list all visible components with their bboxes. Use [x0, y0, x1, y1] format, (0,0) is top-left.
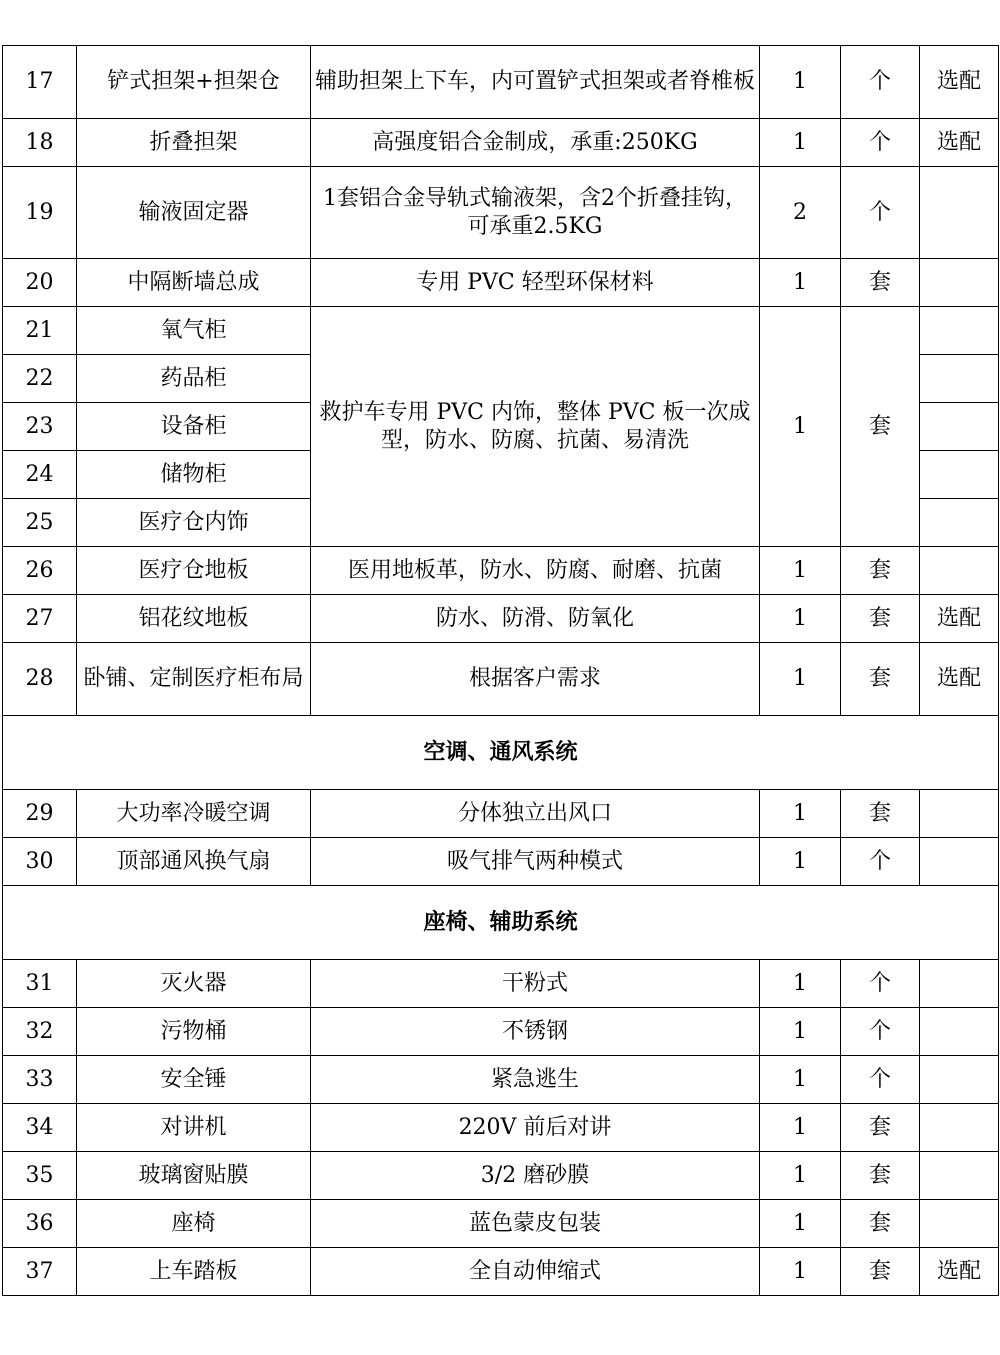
section-row	[3, 886, 999, 960]
item-note	[920, 960, 999, 1008]
item-note: 选配	[920, 595, 999, 643]
item-description: 3/2 磨砂膜	[311, 1152, 760, 1200]
group-quantity: 1	[760, 307, 841, 547]
item-quantity: 1	[760, 259, 841, 307]
row-number: 21	[3, 307, 77, 355]
item-description: 分体独立出风口	[311, 790, 760, 838]
item-note	[920, 1104, 999, 1152]
row-number: 18	[3, 119, 77, 167]
item-quantity: 1	[760, 1200, 841, 1248]
item-quantity: 1	[760, 1008, 841, 1056]
row-number: 37	[3, 1248, 77, 1296]
table-row	[3, 1152, 999, 1200]
item-unit: 个	[841, 838, 920, 886]
item-note	[920, 451, 999, 499]
table-row	[3, 838, 999, 886]
row-number: 23	[3, 403, 77, 451]
table-row	[3, 790, 999, 838]
item-name: 大功率冷暖空调	[77, 790, 311, 838]
item-name: 设备柜	[77, 403, 311, 451]
item-unit: 套	[841, 547, 920, 595]
row-number: 33	[3, 1056, 77, 1104]
item-unit: 个	[841, 1056, 920, 1104]
item-note	[920, 403, 999, 451]
item-quantity: 1	[760, 595, 841, 643]
item-description: 蓝色蒙皮包装	[311, 1200, 760, 1248]
item-name: 铝花纹地板	[77, 595, 311, 643]
item-unit: 套	[841, 643, 920, 716]
item-unit: 个	[841, 960, 920, 1008]
item-note	[920, 167, 999, 259]
item-name: 玻璃窗贴膜	[77, 1152, 311, 1200]
item-note	[920, 259, 999, 307]
group-description: 救护车专用 PVC 内饰，整体 PVC 板一次成型，防水、防腐、抗菌、易清洗	[311, 307, 760, 547]
item-unit: 个	[841, 46, 920, 119]
row-number: 22	[3, 355, 77, 403]
section-title-hvac: 空调、通风系统	[3, 716, 999, 790]
item-description: 不锈钢	[311, 1008, 760, 1056]
item-quantity: 1	[760, 46, 841, 119]
item-description: 防水、防滑、防氧化	[311, 595, 760, 643]
item-name: 铲式担架+担架仓	[77, 46, 311, 119]
item-name: 医疗仓内饰	[77, 499, 311, 547]
item-unit: 套	[841, 1152, 920, 1200]
table-row	[3, 960, 999, 1008]
item-name: 输液固定器	[77, 167, 311, 259]
row-number: 27	[3, 595, 77, 643]
item-quantity: 1	[760, 547, 841, 595]
table-row	[3, 46, 999, 119]
item-unit: 套	[841, 595, 920, 643]
item-description: 高强度铝合金制成，承重:250KG	[311, 119, 760, 167]
table-row	[3, 307, 999, 355]
item-quantity: 1	[760, 1104, 841, 1152]
row-number: 32	[3, 1008, 77, 1056]
section-title-seating: 座椅、辅助系统	[3, 886, 999, 960]
item-description: 紧急逃生	[311, 1056, 760, 1104]
table-row	[3, 595, 999, 643]
item-name: 座椅	[77, 1200, 311, 1248]
row-number: 17	[3, 46, 77, 119]
item-quantity: 1	[760, 1248, 841, 1296]
item-description: 220V 前后对讲	[311, 1104, 760, 1152]
item-unit: 个	[841, 167, 920, 259]
table-row	[3, 1200, 999, 1248]
item-note: 选配	[920, 119, 999, 167]
item-name: 储物柜	[77, 451, 311, 499]
table-row	[3, 119, 999, 167]
item-note	[920, 355, 999, 403]
item-unit: 个	[841, 1008, 920, 1056]
equipment-spec-table	[2, 45, 999, 1296]
item-note	[920, 1200, 999, 1248]
item-note	[920, 1008, 999, 1056]
item-name: 安全锤	[77, 1056, 311, 1104]
row-number: 35	[3, 1152, 77, 1200]
item-unit: 套	[841, 790, 920, 838]
item-quantity: 1	[760, 643, 841, 716]
item-quantity: 1	[760, 1152, 841, 1200]
item-name: 对讲机	[77, 1104, 311, 1152]
table-row	[3, 167, 999, 259]
table-row	[3, 259, 999, 307]
item-description: 吸气排气两种模式	[311, 838, 760, 886]
item-note	[920, 1056, 999, 1104]
row-number: 36	[3, 1200, 77, 1248]
item-quantity: 1	[760, 119, 841, 167]
item-unit: 套	[841, 1200, 920, 1248]
item-name: 顶部通风换气扇	[77, 838, 311, 886]
item-note	[920, 499, 999, 547]
item-quantity: 1	[760, 838, 841, 886]
row-number: 34	[3, 1104, 77, 1152]
table-row	[3, 1248, 999, 1296]
item-name: 药品柜	[77, 355, 311, 403]
item-name: 氧气柜	[77, 307, 311, 355]
item-description: 1套铝合金导轨式输液架，含2个折叠挂钩，可承重2.5KG	[311, 167, 760, 259]
item-quantity: 1	[760, 790, 841, 838]
item-note	[920, 307, 999, 355]
row-number: 31	[3, 960, 77, 1008]
item-description: 专用 PVC 轻型环保材料	[311, 259, 760, 307]
item-note: 选配	[920, 1248, 999, 1296]
row-number: 28	[3, 643, 77, 716]
row-number: 20	[3, 259, 77, 307]
item-description: 干粉式	[311, 960, 760, 1008]
table-row	[3, 1056, 999, 1104]
item-unit: 套	[841, 1248, 920, 1296]
item-quantity: 2	[760, 167, 841, 259]
item-quantity: 1	[760, 1056, 841, 1104]
item-note	[920, 838, 999, 886]
table-row	[3, 643, 999, 716]
item-unit: 个	[841, 119, 920, 167]
item-note	[920, 1152, 999, 1200]
row-number: 25	[3, 499, 77, 547]
item-quantity: 1	[760, 960, 841, 1008]
item-unit: 套	[841, 1104, 920, 1152]
row-number: 30	[3, 838, 77, 886]
table-row	[3, 1104, 999, 1152]
item-unit: 套	[841, 259, 920, 307]
section-row	[3, 716, 999, 790]
group-unit: 套	[841, 307, 920, 547]
table-row	[3, 1008, 999, 1056]
item-description: 根据客户需求	[311, 643, 760, 716]
item-name: 卧铺、定制医疗柜布局	[77, 643, 311, 716]
item-name: 中隔断墙总成	[77, 259, 311, 307]
item-name: 污物桶	[77, 1008, 311, 1056]
item-note: 选配	[920, 46, 999, 119]
row-number: 24	[3, 451, 77, 499]
table-row	[3, 547, 999, 595]
item-name: 医疗仓地板	[77, 547, 311, 595]
row-number: 29	[3, 790, 77, 838]
item-description: 全自动伸缩式	[311, 1248, 760, 1296]
row-number: 26	[3, 547, 77, 595]
row-number: 19	[3, 167, 77, 259]
item-description: 辅助担架上下车，内可置铲式担架或者脊椎板	[311, 46, 760, 119]
item-note	[920, 790, 999, 838]
item-name: 上车踏板	[77, 1248, 311, 1296]
item-note	[920, 547, 999, 595]
item-note: 选配	[920, 643, 999, 716]
item-name: 灭火器	[77, 960, 311, 1008]
item-description: 医用地板革，防水、防腐、耐磨、抗菌	[311, 547, 760, 595]
item-name: 折叠担架	[77, 119, 311, 167]
